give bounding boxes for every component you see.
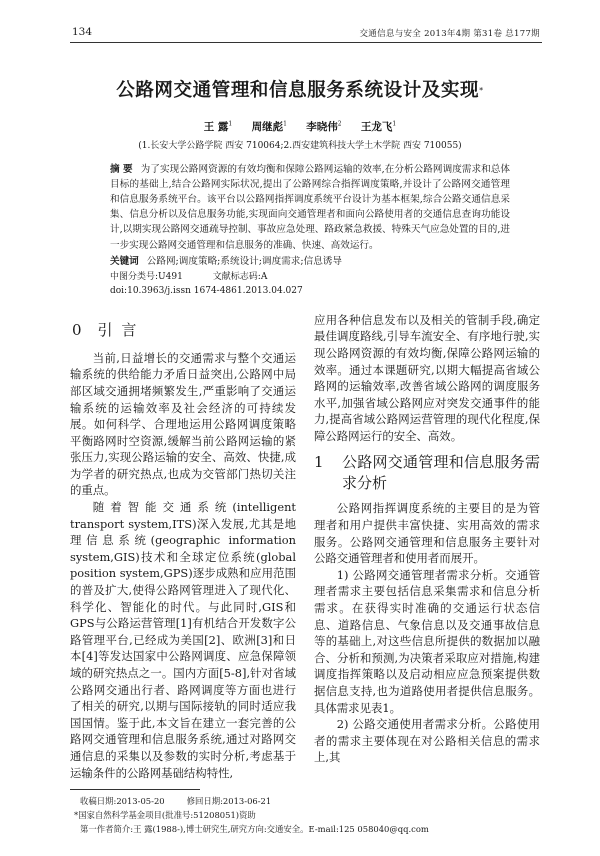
keywords [110, 254, 510, 269]
author: 王 露$^1$ [203, 120, 233, 133]
document-code: 文献标志码:A [212, 271, 268, 282]
section-heading-1: 1 公路网交通管理和信息服务需求分析 [314, 453, 540, 493]
paragraph: 公路网指挥调度系统的主要目的是为管理者和用户提供丰富快捷、实用高效的需求服务。公路网交通管理和信息服务主要针对公路交通管理者和使用者而展开。 [314, 501, 540, 566]
paragraph: 当前,日益增长的交通需求与整个交通运输系统的供给能力矛盾日益突出,公路网中局部区域交通拥堵频繁发生,严重影响了交通运输系统的运输效率及社会经济的可持续发展。如何科学、合理地运用公路网调度策略平衡路网时空资源,缓解当前公路网运输的紧张压力,实现公路运输的安全、高效、快捷,成为学者的研究热点,也成为交管部门热切关注的重点。 [70, 350, 296, 498]
footnote-rule [70, 789, 200, 790]
paragraph: 应用各种信息发布以及相关的管制手段,确定最佳调度路线,引导车流安全、有序地行驶,实现公路网资源的有效均衡,保障公路网运输的效率。通过本课题研究,以期大幅提高省域公路网的运输效率,改善省域公路网的调度服务水平,加强省域公路网应对突发交通事件的能力,提高省域公路网运营管理的现代化程度,保障公路网运行的安全、高效。 [314, 312, 540, 443]
footnote-dates: 收稿日期:2013-05-20 修回日期:2013-06-21 [80, 796, 272, 807]
author-list [0, 117, 600, 134]
author: 李晓伟$^2$ [306, 120, 342, 133]
paragraph: 随着智能交通系统(intelligent transport system,ITS)深入发展,尤其是地理信息系统(geographic information system,GIS)技术和全球定位系统(global position system,GPS)逐步成熟和应用范围的普及扩大,使得公路网管理进入了现代化、科学化、智能化的时代。与此同时,GIS和GPS与公路运营管理[1]有机结合开发数字公路管理平台,已经成为美国[2]、欧洲[3]和日本[4]等发达国家中公路网调度、应急保障领域的研究热点之一。国内方面[5-8],针对省域公路网交通出行者、路网调度等方面也进行了相关的研究,以期与国际接轨的同时适应我国国情。鉴于此,本文旨在建立一套完善的公路网交通管理和信息服务系统,通过对路网交通信息的采集以及参数的实时分析,考虑基于运输条件的公路网基础结构特性, [70, 500, 296, 780]
right-column [314, 312, 540, 766]
body-columns [70, 312, 540, 781]
journal-info: 交通信息与安全 2013年4期 第31卷 总177期 [359, 29, 540, 39]
classification [110, 270, 510, 298]
paragraph: 1) 公路网交通管理者需求分析。交通管理者需求主要包括信息采集需求和信息分析需求。在获得实时准确的交通运行状态信息、道路信息、气象信息以及交通事故信息等的基础上,对这些信息所提供的数据加以融合、分析和预测,为决策者采取应对措施,构建调度指挥策略以及启动相应应急预案提供数据信息支持,也为道路使用者提供信息服务。具体需求见表1。 [314, 567, 540, 715]
abstract-text: 为了实现公路网资源的有效均衡和保障公路网运输的效率,在分析公路网调度需求和总体目标的基础上,结合公路网实际状况,提出了公路网综合指挥调度策略,并设计了公路网交通管理和信息服务系统平台。该平台以公路网指挥调度系统平台设计为基本框架,综合公路交通信息采集、信息分析以及信息服务功能,实现面向交通管理者和面向公路使用者的交通信息查询功能设计,以期实现公路网交通疏导控制、事故应急处理、路政紧急救援、特殊天气应急处置的目的,进一步实现公路网交通管理和信息服务的准确、快速、高效运行。 [110, 163, 510, 251]
author: 王龙飞$^1$ [360, 120, 397, 133]
page-number: 134 [72, 26, 93, 38]
affiliation: (1.长安大学公路学院 西安 710064;2.西安建筑科技大学土木学院 西安 710055) [138, 140, 462, 151]
title-footnote-mark: * [479, 86, 484, 95]
footnote-author-bio: 第一作者简介:王 露(1988-),博士研究生,研究方向:交通安全。E-mail:125 058040@qq.com [80, 824, 429, 835]
title-text: 公路网交通管理和信息服务系统设计及实现 [116, 80, 480, 101]
paragraph: 2) 公路交通使用者需求分析。公路使用者的需求主要体现在对公路相关信息的需求上,其 [314, 717, 540, 765]
keywords-text: 公路网;调度策略;系统设计;调度需求;信息诱导 [146, 255, 342, 267]
left-column [70, 312, 296, 781]
section-heading-intro: 0 引 言 [72, 320, 139, 339]
footnote-fund: *国家自然科学基金项目(批准号:51208051)资助 [74, 810, 256, 821]
clc-number: 中图分类号:U491 [110, 271, 183, 282]
abstract [110, 162, 510, 253]
keywords-label: 关键词 [110, 255, 139, 267]
running-header [70, 28, 542, 43]
paper-title [0, 79, 600, 103]
author: 周继彪$^1$ [251, 120, 287, 133]
abstract-label: 摘 要 [110, 163, 133, 175]
front-matter [110, 162, 510, 298]
doi: doi:10.3963/j.issn 1674-4861.2013.04.027 [110, 285, 303, 296]
